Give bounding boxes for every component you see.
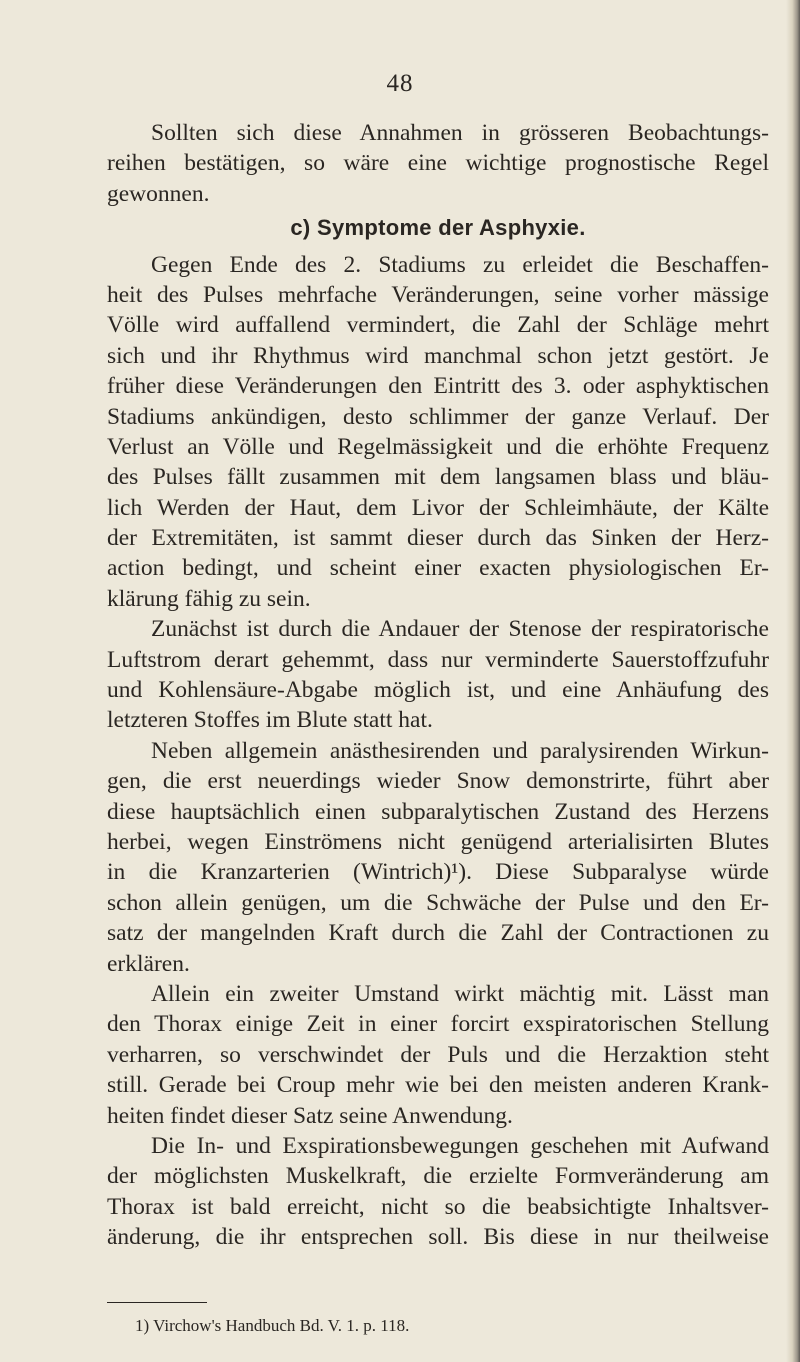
text-line: erklären.: [107, 950, 190, 977]
text-line: letzteren Stoffes im Blute statt hat.: [107, 707, 433, 734]
text-line: Zunächst ist durch die Andauer der Stenose der respiratorische: [151, 616, 769, 643]
text-line: Gegen Ende des 2. Stadiums zu erleidet die Beschaffen-: [151, 251, 769, 278]
text-line: der Extremitäten, ist sammt dieser durch das Sinken der Herz-: [107, 525, 769, 552]
text-line: sich und ihr Rhythmus wird manchmal schon jetzt gestört. Je: [107, 342, 769, 369]
footnote: 1) Virchow's Handbuch Bd. V. 1. p. 118.: [135, 1316, 410, 1335]
text-line: in die Kranzarterien (Wintrich)¹). Diese Subparalyse würde: [107, 859, 769, 886]
text-line: still. Gerade bei Croup mehr wie bei den meisten anderen Krank-: [107, 1072, 769, 1099]
text-line: verharren, so verschwindet der Puls und die Herzaktion steht: [107, 1041, 769, 1068]
text-line: Allein ein zweiter Umstand wirkt mächtig mit. Lässt man: [151, 980, 769, 1007]
page-edge-shadow: [786, 0, 800, 1362]
text-line: des Pulses fällt zusammen mit dem langsamen blass und bläu-: [107, 464, 769, 491]
text-line: Luftstrom derart gehemmt, dass nur verminderte Sauerstoffzufuhr: [107, 646, 769, 673]
text-line: Neben allgemein anästhesirenden und paralysirenden Wirkun-: [151, 737, 769, 764]
text-line: reihen bestätigen, so wäre eine wichtige prognostische Regel: [107, 150, 769, 177]
text-line: Völle wird auffallend vermindert, die Zahl der Schläge mehrt: [107, 312, 769, 339]
text-line: der möglichsten Muskelkraft, die erzielte Formveränderung am: [107, 1163, 769, 1190]
body-text: [107, 118, 769, 1252]
text-line: Die In- und Exspirationsbewegungen geschehen mit Aufwand: [151, 1132, 769, 1159]
text-line: Verlust an Völle und Regelmässigkeit und die erhöhte Frequenz: [107, 433, 769, 460]
text-line: Thorax ist bald erreicht, nicht so die beabsichtigte Inhaltsver-: [107, 1193, 769, 1220]
text-line: den Thorax einige Zeit in einer forcirt exspiratorischen Stellung: [107, 1011, 769, 1038]
text-line: heiten findet dieser Satz seine Anwendung.: [107, 1102, 513, 1129]
text-line: satz der mangelnden Kraft durch die Zahl der Contractionen zu: [107, 920, 769, 947]
section-heading: c) Symptome der Asphyxie.: [290, 215, 586, 241]
text-line: klärung fähig zu sein.: [107, 585, 311, 612]
text-line: lich Werden der Haut, dem Livor der Schleimhäute, der Kälte: [107, 494, 769, 521]
text-line: Sollten sich diese Annahmen in grösseren Beobachtungs-: [151, 120, 769, 146]
footnote-rule: [107, 1302, 207, 1303]
page-number: 48: [386, 70, 414, 97]
text-line: und Kohlensäure-Abgabe möglich ist, und eine Anhäufung des: [107, 677, 769, 704]
text-line: diese hauptsächlich einen subparalytischen Zustand des Herzens: [107, 798, 769, 825]
text-line: früher diese Veränderungen den Eintritt des 3. oder asphyktischen: [107, 373, 769, 400]
text-line: schon allein genügen, um die Schwäche der Pulse und den Er-: [107, 889, 769, 916]
text-line: action bedingt, und scheint einer exacten physiologischen Er-: [107, 555, 769, 582]
text-line: herbei, wegen Einströmens nicht genügend arterialisirten Blutes: [107, 828, 769, 855]
text-line: heit des Pulses mehrfache Veränderungen, seine vorher mässige: [107, 281, 769, 308]
text-line: gewonnen.: [107, 180, 210, 207]
text-line: gen, die erst neuerdings wieder Snow demonstrirte, führt aber: [107, 768, 769, 795]
text-line: änderung, die ihr entsprechen soll. Bis diese in nur theilweise: [107, 1224, 769, 1251]
text-line: Stadiums ankündigen, desto schlimmer der ganze Verlauf. Der: [107, 403, 769, 430]
